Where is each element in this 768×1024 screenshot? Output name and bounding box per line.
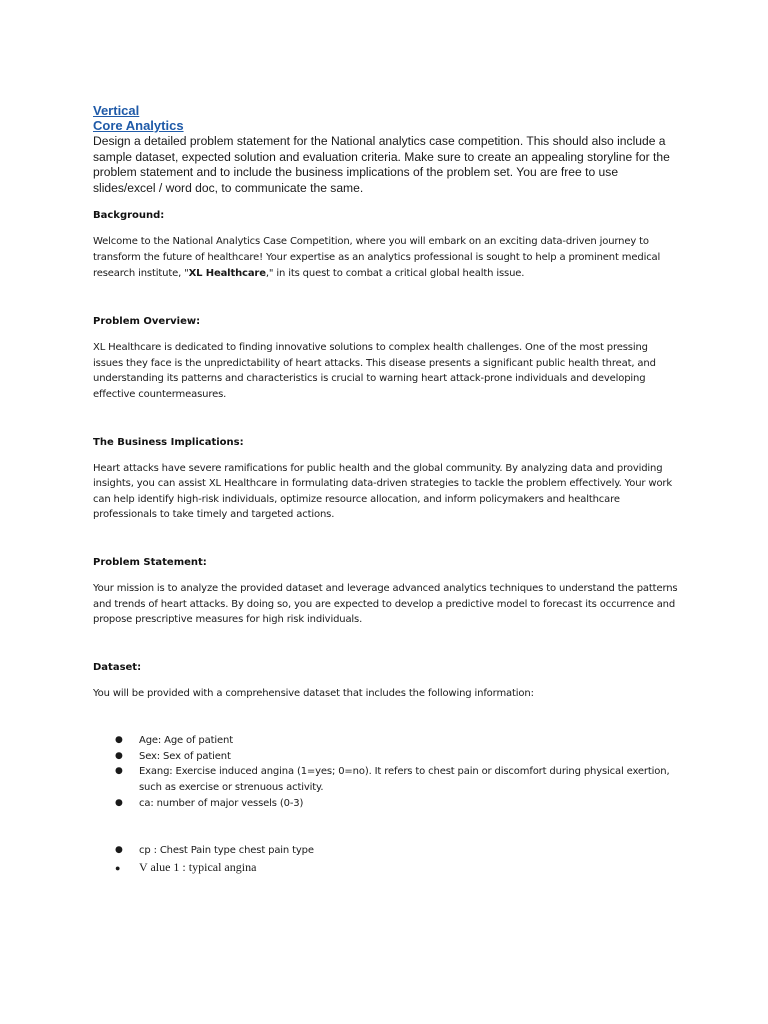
problem-statement-paragraph: Your mission is to analyze the provided dataset and leverage advanced analytics techniques to understand the patterns and trends of heart attacks. By doing so, you are expected to develop a predictive model to forecast its occurrence and propose prescriptive measures for high risk individuals.: [93, 582, 678, 626]
dataset-list-1: [93, 733, 678, 811]
list-item: [93, 733, 678, 749]
problem-overview-paragraph: XL Healthcare is dedicated to finding innovative solutions to complex health challenges. One of the most pressing issues they face is the unpredictability of heart attacks. This disease presents a significant public health threat, and understanding its patterns and characteristics is crucial to warning heart attack-prone individuals and developing effective countermeasures.: [93, 342, 656, 400]
list-item-text: V alue 1 : typical angina: [139, 859, 257, 874]
list-item: [93, 796, 678, 812]
bullet-icon: ●: [115, 750, 123, 761]
bullet-icon: ●: [115, 797, 123, 808]
list-item: [93, 764, 678, 795]
background-heading: Background:: [93, 210, 165, 222]
list-item-text: cp : Chest Pain type chest pain type: [139, 845, 314, 857]
list-item-text: Age: Age of patient: [139, 735, 233, 747]
dataset-list-2: [93, 843, 678, 859]
bullet-icon: ●: [115, 862, 121, 873]
core-analytics-link[interactable]: Core Analytics: [93, 118, 184, 133]
bullet-icon: ●: [115, 766, 123, 777]
list-item: [93, 843, 678, 859]
background-bold-name: XL Healthcare: [188, 267, 266, 279]
intro-paragraph: Design a detailed problem statement for the National analytics case competition. This should also include a sample dataset, expected solution and evaluation criteria. Make sure to create an appealing storyline for the problem statement and to include the business implications of the problem set. You are free to use slides/excel / word doc, to communicate the same.: [93, 134, 670, 195]
bullet-icon: ●: [115, 735, 123, 746]
dataset-heading: Dataset:: [93, 661, 142, 673]
list-item: [93, 749, 678, 765]
document-page: [93, 103, 678, 876]
bullet-icon: ●: [115, 845, 123, 856]
list-item-text: Sex: Sex of patient: [139, 750, 231, 762]
list-item: [93, 859, 678, 876]
problem-overview-heading: Problem Overview:: [93, 316, 201, 328]
background-paragraph: [93, 234, 678, 281]
list-item-text: ca: number of major vessels (0-3): [139, 797, 304, 809]
business-implications-heading: The Business Implications:: [93, 436, 244, 448]
dataset-paragraph: You will be provided with a comprehensive dataset that includes the following information:: [93, 687, 534, 699]
dataset-list-3: [93, 859, 678, 876]
vertical-link[interactable]: Vertical: [93, 103, 140, 118]
background-text-before: Welcome to the National Analytics Case Competition, where you will embark on an exciting data-driven journey to transform the future of healthcare! Your expertise as an analytics professional is sought to help a prominent medical research institute, ": [93, 236, 661, 279]
problem-statement-heading: Problem Statement:: [93, 556, 207, 568]
business-implications-paragraph: Heart attacks have severe ramifications for public health and the global community. By analyzing data and providing insights, you can assist XL Healthcare in formulating data-driven strategies to tackle the problem effectively. Your work can help identify high-risk individuals, optimize resource allocation, and inform policymakers and healthcare professionals to take timely and targeted actions.: [93, 462, 673, 521]
list-item-text: Exang: Exercise induced angina (1=yes; 0=no). It refers to chest pain or discomfort during physical exertion, such as exercise or strenuous activity.: [139, 766, 670, 794]
background-text-after: ," in its quest to combat a critical global health issue.: [265, 267, 525, 279]
